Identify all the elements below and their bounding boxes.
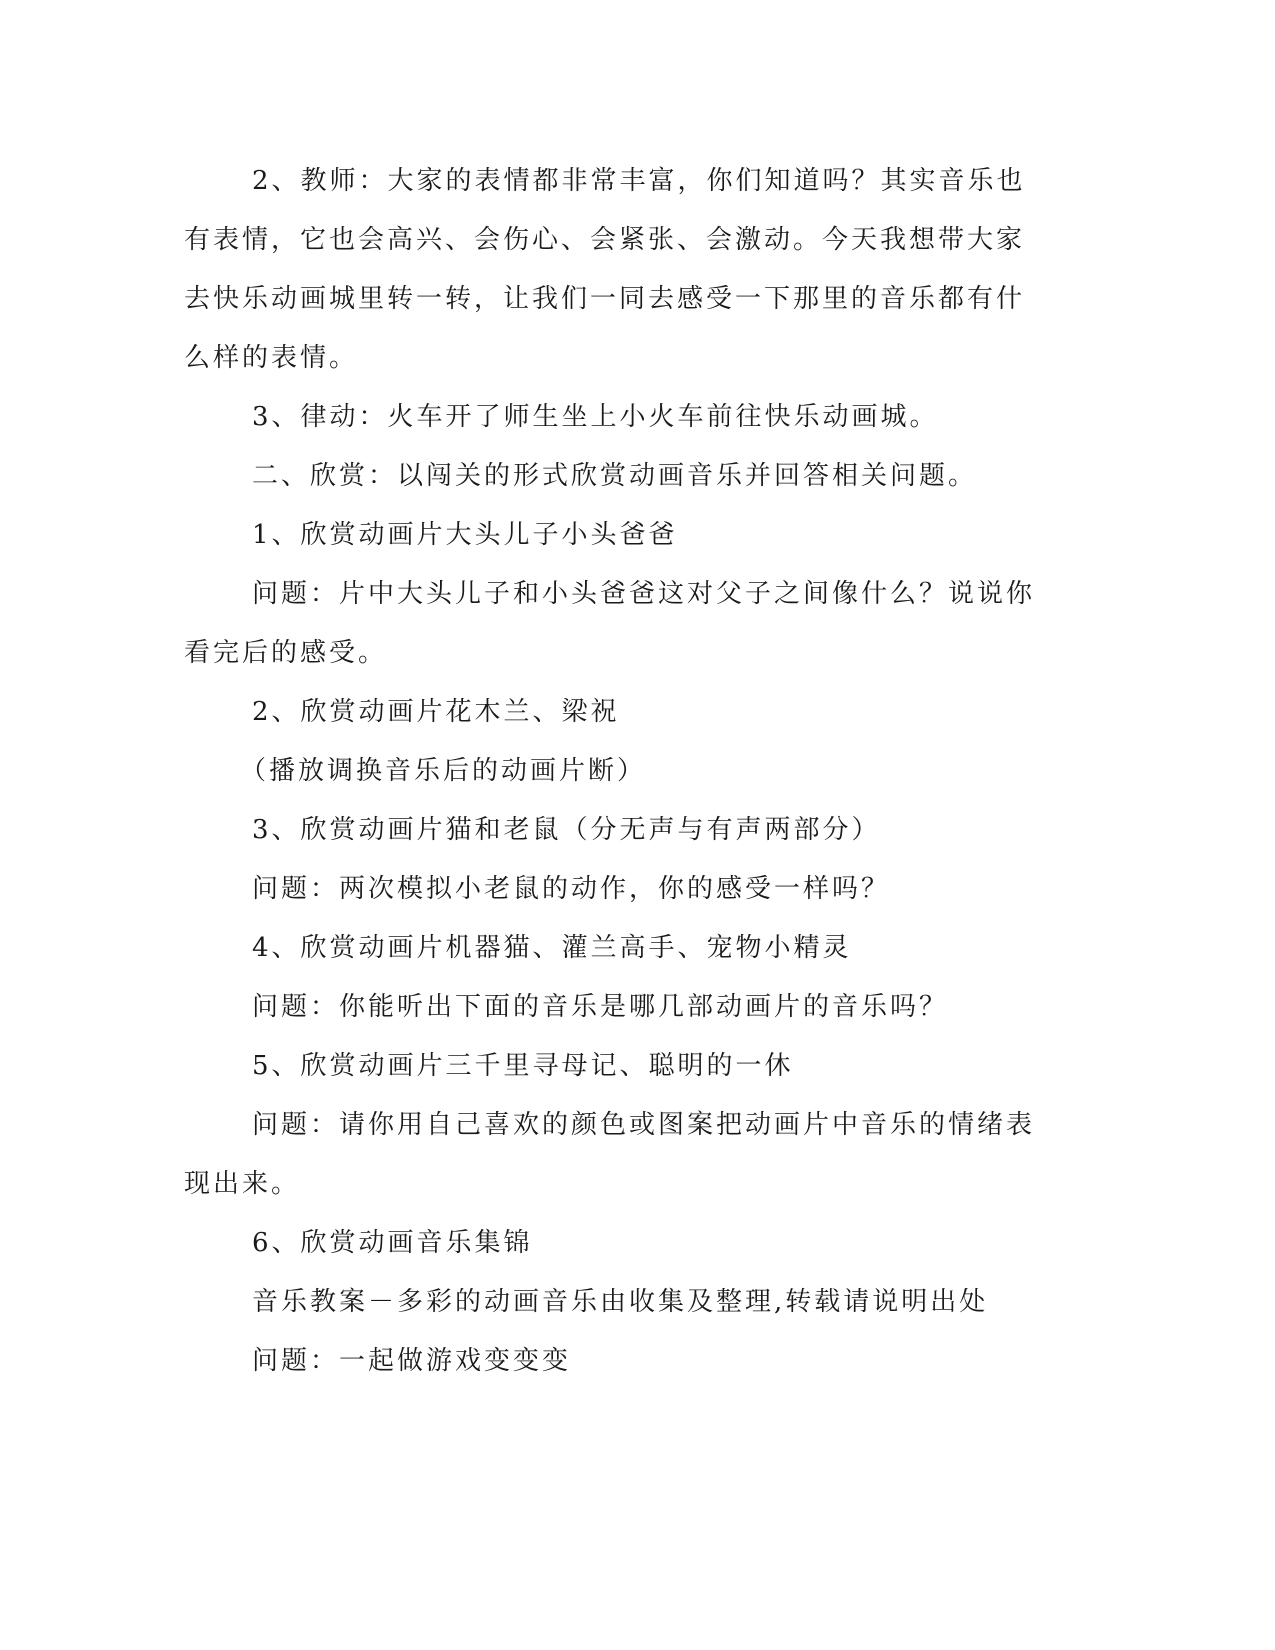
paragraph-question-6: 问题：一起做游戏变变变: [252, 1346, 572, 1376]
paragraph-question-1: 问题：片中大头儿子和小头爸爸这对父子之间像什么？说说你看完后的感受。: [184, 579, 1036, 668]
paragraph-question-4: 问题：你能听出下面的音乐是哪几部动画片的音乐吗？: [252, 992, 949, 1022]
document-body: [184, 152, 1039, 1391]
paragraph-item-5: 5、欣赏动画片三千里寻母记、聪明的一休: [252, 1051, 794, 1081]
paragraph-item-6: 6、欣赏动画音乐集锦: [252, 1228, 533, 1258]
paragraph-item-1: 1、欣赏动画片大头儿子小头爸爸: [252, 520, 678, 550]
paragraph-note-2: （播放调换音乐后的动画片断）: [240, 756, 647, 786]
paragraph-item-4: 4、欣赏动画片机器猫、灌兰高手、宠物小精灵: [252, 933, 852, 963]
paragraph-question-5: 问题：请你用自己喜欢的颜色或图案把动画片中音乐的情绪表现出来。: [184, 1110, 1036, 1199]
paragraph-rhythm: 3、律动：火车开了师生坐上小火车前往快乐动画城。: [252, 402, 939, 432]
paragraph-section-appreciation: 二、欣赏：以闯关的形式欣赏动画音乐并回答相关问题。: [252, 461, 978, 491]
paragraph-question-3: 问题：两次模拟小老鼠的动作，你的感受一样吗？: [252, 874, 891, 904]
paragraph-teacher-intro: 2、教师：大家的表情都非常丰富，你们知道吗？其实音乐也有表情，它也会高兴、会伤心、会紧张、会激动。今天我想带大家去快乐动画城里转一转，让我们一同去感受一下那里的音乐都有什么样的表情。: [184, 166, 1026, 373]
paragraph-item-3: 3、欣赏动画片猫和老鼠（分无声与有声两部分）: [252, 815, 881, 845]
paragraph-source-note: 音乐教案－多彩的动画音乐由收集及整理,转载请说明出处: [252, 1287, 989, 1317]
paragraph-item-2: 2、欣赏动画片花木兰、梁祝: [252, 697, 620, 727]
